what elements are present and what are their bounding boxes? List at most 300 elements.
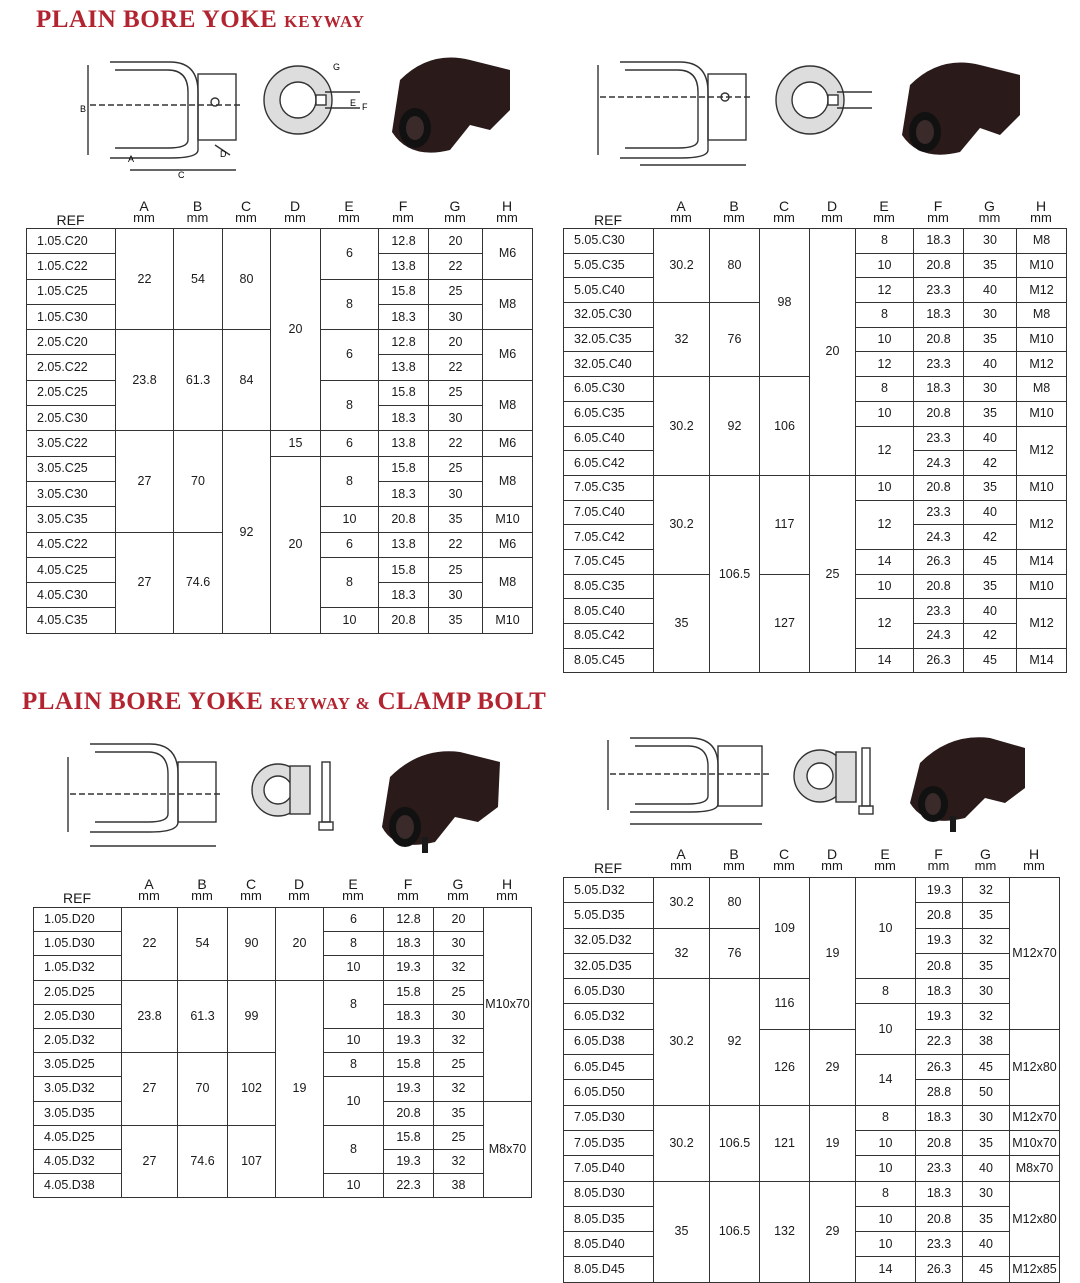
table-cell: 32 (434, 1149, 484, 1173)
table-cell: 10 (324, 1028, 384, 1052)
table-cell: M8 (1017, 303, 1067, 328)
ref-cell: 1.05.C30 (27, 304, 116, 329)
ref-cell: 6.05.D50 (564, 1080, 654, 1105)
table-cell: 13.8 (379, 254, 429, 279)
table-cell: 23.3 (916, 1232, 963, 1257)
table-cell: 10 (321, 507, 379, 532)
column-unit: mm (723, 858, 745, 873)
table-cell: 109 (760, 878, 810, 979)
table-cell: 8 (856, 1105, 916, 1130)
table-cell: 8 (321, 557, 379, 608)
table-cell: 54 (178, 908, 228, 981)
section2-title (22, 688, 546, 716)
ref-cell: 2.05.C25 (27, 380, 116, 405)
table-cell: 29 (810, 1029, 856, 1105)
table-cell: 30 (429, 481, 483, 506)
table-cell: 99 (228, 980, 276, 1053)
ref-cell: 6.05.D30 (564, 979, 654, 1004)
table-cell: 25 (429, 380, 483, 405)
ref-cell: 4.05.D38 (34, 1174, 122, 1198)
table-cell: M12 (1017, 352, 1067, 377)
table-cell: 14 (856, 1055, 916, 1106)
table-cell: M10x70 (1010, 1130, 1060, 1155)
table-cell: 18.3 (384, 932, 434, 956)
table-cell: 32 (963, 928, 1010, 953)
table-cell: M10 (1017, 574, 1067, 599)
table-cell: 40 (964, 426, 1017, 451)
table-cell: 15.8 (384, 980, 434, 1004)
table-cell: 102 (228, 1053, 276, 1126)
column-header-d (270, 200, 320, 224)
table-cell: 30 (964, 377, 1017, 402)
column-header-c (222, 200, 270, 224)
table-cell: 30 (964, 229, 1017, 254)
column-header-a (121, 878, 177, 902)
ref-cell: 4.05.D32 (34, 1149, 122, 1173)
column-letter: A (676, 846, 686, 862)
table-cell: 30.2 (654, 229, 710, 303)
column-header-b (709, 200, 759, 224)
table-cell: 18.3 (916, 1181, 963, 1206)
ref-cell: 7.05.D35 (564, 1130, 654, 1155)
column-header-f (383, 878, 433, 902)
column-letter: D (289, 198, 301, 214)
ref-cell: 1.05.D32 (34, 956, 122, 980)
table-cell: 19.3 (916, 928, 963, 953)
table-cell: 13.8 (379, 355, 429, 380)
table-cell: 92 (223, 431, 271, 633)
column-unit: mm (240, 888, 262, 903)
table-cell: 35 (963, 1206, 1010, 1231)
column-letter: F (934, 846, 943, 862)
ref-cell: 3.05.D32 (34, 1077, 122, 1101)
table-cell: 20.8 (914, 475, 964, 500)
table-cell: 30.2 (654, 1105, 710, 1181)
ref-cell: 1.05.D20 (34, 908, 122, 932)
table-cell: 30 (429, 583, 483, 608)
table-cell: 32 (963, 878, 1010, 903)
table-cell: 20 (810, 229, 856, 476)
column-unit: mm (773, 858, 795, 873)
table-cell: 20.8 (914, 327, 964, 352)
column-letter: D (293, 876, 305, 892)
table-cell: 35 (654, 574, 710, 673)
table-cell: 80 (223, 229, 271, 330)
yoke-clamp-drawing-2 (600, 718, 1060, 848)
table-cell: 35 (964, 401, 1017, 426)
table-cell: 121 (760, 1105, 810, 1181)
table-cell: 25 (429, 279, 483, 304)
ref-cell: 3.05.C22 (27, 431, 116, 456)
table-cell: 22 (122, 908, 178, 981)
table-cell: 10 (324, 1174, 384, 1198)
ref-cell: 5.05.D32 (564, 878, 654, 903)
table-cell: 126 (760, 1029, 810, 1105)
column-unit: mm (974, 858, 997, 873)
ref-cell: 7.05.C40 (564, 500, 654, 525)
column-letter: G (984, 198, 995, 214)
ref-cell: 6.05.D32 (564, 1004, 654, 1029)
column-unit: mm (496, 210, 518, 225)
table-cell: 106.5 (710, 1105, 760, 1181)
table-cell: 8 (324, 1125, 384, 1173)
table-cell: 61.3 (178, 980, 228, 1053)
table-cell: 8 (321, 380, 379, 431)
table-cell: 23.3 (914, 352, 964, 377)
column-unit: mm (338, 210, 360, 225)
table-cell: M12 (1017, 500, 1067, 549)
ref-cell: 5.05.C40 (564, 278, 654, 303)
column-unit: mm (392, 210, 414, 225)
column-header-c (759, 200, 809, 224)
label-f: F (362, 102, 368, 112)
table-row (27, 229, 533, 254)
table-cell: 6 (321, 532, 379, 557)
ref-cell: 32.05.C30 (564, 303, 654, 328)
table-cell: 19 (276, 980, 324, 1198)
table-cell: 20.8 (379, 608, 429, 633)
ref-cell: 2.05.D32 (34, 1028, 122, 1052)
ref-cell: 5.05.D35 (564, 903, 654, 928)
yoke-keyway-drawing-1 (70, 40, 540, 180)
table-cell: 127 (760, 574, 810, 673)
column-letter: E (879, 198, 889, 214)
column-letter: F (398, 198, 408, 214)
table-cell: 25 (434, 1053, 484, 1077)
column-unit: mm (444, 210, 466, 225)
table-cell: M12 (1017, 426, 1067, 475)
table-cell: 12.8 (379, 330, 429, 355)
table-cell: 25 (810, 475, 856, 673)
table-cell: 40 (964, 278, 1017, 303)
ref-cell: 8.05.C42 (564, 624, 654, 649)
ref-cell: 3.05.C25 (27, 456, 116, 481)
table-cell: 8 (324, 1053, 384, 1077)
table-cell: 10 (856, 475, 914, 500)
table-cell: 12.8 (379, 229, 429, 254)
column-unit: mm (927, 210, 949, 225)
table-cell: 27 (116, 431, 174, 532)
ref-cell: 6.05.D38 (564, 1029, 654, 1054)
column-letter: G (452, 876, 464, 892)
table-cell: M8x70 (1010, 1156, 1060, 1181)
table-cell: 8 (324, 932, 384, 956)
table-cell: 10 (324, 956, 384, 980)
label-d: D (220, 149, 227, 159)
table-cell: 18.3 (384, 1004, 434, 1028)
table-cell: 35 (429, 608, 483, 633)
table-cell: 26.3 (914, 648, 964, 673)
column-letter: H (1028, 846, 1040, 862)
table-row (564, 229, 1067, 254)
ref-cell: 6.05.C35 (564, 401, 654, 426)
column-header-c (227, 878, 275, 902)
label-a: A (128, 154, 135, 164)
column-header-a (653, 200, 709, 224)
table-cell: M8 (483, 456, 533, 507)
table-cell: M12 (1017, 599, 1067, 648)
column-letter: D (826, 846, 838, 862)
column-unit: mm (670, 858, 692, 873)
table-cell: 74.6 (178, 1125, 228, 1198)
label-g: G (333, 62, 341, 72)
table-cell: 45 (964, 648, 1017, 673)
table-cell: 12 (856, 278, 914, 303)
table-cell: 19.3 (916, 878, 963, 903)
table-cell: 8 (856, 979, 916, 1004)
column-unit: mm (288, 888, 310, 903)
column-letter: B (729, 198, 739, 214)
column-header-ref: REF (63, 890, 91, 906)
table-cell: 19.3 (384, 1077, 434, 1101)
table-cell: 27 (122, 1125, 178, 1198)
column-unit: mm (235, 210, 257, 225)
table-cell: M8 (483, 279, 533, 330)
table-cell: 20.8 (916, 953, 963, 978)
column-unit: mm (927, 858, 950, 873)
table-cell: 20.8 (916, 1206, 963, 1231)
column-header-b (177, 878, 227, 902)
table-row (564, 475, 1067, 500)
column-unit: mm (447, 888, 469, 903)
column-letter: G (449, 198, 461, 214)
ref-cell: 6.05.D45 (564, 1055, 654, 1080)
section2-title-main: PLAIN BORE YOKE (22, 688, 264, 715)
table-cell: 24.3 (914, 624, 964, 649)
table-cell: 70 (178, 1053, 228, 1126)
table-clamp-2 (563, 877, 1060, 1283)
column-unit: mm (670, 210, 692, 225)
table-cell: 18.3 (914, 377, 964, 402)
column-letter: F (403, 876, 413, 892)
table-cell: 14 (856, 549, 914, 574)
table-cell: 32 (434, 1028, 484, 1052)
table-cell: 20.8 (916, 1130, 963, 1155)
table-cell: 40 (963, 1232, 1010, 1257)
section1-title-main: PLAIN BORE YOKE (36, 6, 278, 33)
table-cell: 15.8 (379, 456, 429, 481)
table-cell: 8 (321, 456, 379, 507)
table-cell: 23.3 (914, 599, 964, 624)
table-cell: 35 (654, 1181, 710, 1282)
table-cell: 35 (963, 953, 1010, 978)
table-cell: M6 (483, 229, 533, 280)
table-cell: 15.8 (379, 279, 429, 304)
yoke-clamp-drawing-1 (50, 722, 530, 862)
ref-cell: 32.05.C35 (564, 327, 654, 352)
table-cell: 27 (122, 1053, 178, 1126)
table-cell: 18.3 (914, 303, 964, 328)
table-cell: 18.3 (916, 979, 963, 1004)
table-cell: 14 (856, 1257, 916, 1282)
table-cell: 10 (856, 401, 914, 426)
ref-cell: 2.05.D25 (34, 980, 122, 1004)
table-cell: 107 (228, 1125, 276, 1198)
table-cell: 23.8 (116, 330, 174, 431)
table-cell: 19 (810, 878, 856, 1030)
table-row (564, 1181, 1060, 1206)
column-letter: D (826, 198, 838, 214)
table-cell: M10 (1017, 253, 1067, 278)
table-cell: 27 (116, 532, 174, 633)
table-cell: 30 (963, 979, 1010, 1004)
section1-title (36, 6, 365, 34)
table-cell: 22.3 (384, 1174, 434, 1198)
ref-cell: 5.05.C35 (564, 253, 654, 278)
table-cell: 76 (710, 303, 760, 377)
table-cell: 45 (963, 1055, 1010, 1080)
table-cell: 10 (324, 1077, 384, 1125)
table-row (27, 431, 533, 456)
table-cell: 106 (760, 377, 810, 476)
ref-cell: 2.05.C22 (27, 355, 116, 380)
table-cell: M14 (1017, 549, 1067, 574)
column-letter: B (729, 846, 739, 862)
table-cell: 8 (856, 377, 914, 402)
label-c: C (178, 170, 185, 180)
table-cell: 8 (324, 980, 384, 1028)
column-header-h (1016, 200, 1066, 224)
ref-cell: 4.05.D25 (34, 1125, 122, 1149)
table-cell: 10 (856, 878, 916, 979)
table-cell: M8x70 (484, 1101, 532, 1198)
table-cell: M12x80 (1010, 1029, 1060, 1105)
table-cell: 106.5 (710, 1181, 760, 1282)
table-cell: 30 (963, 1181, 1010, 1206)
table-cell: M12 (1017, 278, 1067, 303)
ref-cell: 4.05.C25 (27, 557, 116, 582)
table-cell: M6 (483, 532, 533, 557)
column-unit: mm (496, 888, 518, 903)
column-header-h (1009, 848, 1059, 872)
table-cell: 25 (429, 557, 483, 582)
table-cell: 18.3 (914, 229, 964, 254)
table-cell: 20 (429, 229, 483, 254)
column-unit: mm (1030, 210, 1052, 225)
table-cell: 8 (856, 303, 914, 328)
table-cell: 15.8 (384, 1125, 434, 1149)
table-cell: 20 (271, 229, 321, 431)
ref-cell: 3.05.D25 (34, 1053, 122, 1077)
column-letter: F (933, 198, 943, 214)
ref-cell: 8.05.D30 (564, 1181, 654, 1206)
table-cell: 92 (710, 979, 760, 1105)
table-cell: 80 (710, 229, 760, 303)
ref-cell: 4.05.C22 (27, 532, 116, 557)
table-cell: 19.3 (384, 1149, 434, 1173)
table-cell: 42 (964, 451, 1017, 476)
ref-cell: 8.05.D40 (564, 1232, 654, 1257)
table-cell: 80 (710, 878, 760, 929)
ref-cell: 6.05.C30 (564, 377, 654, 402)
table-cell: 6 (324, 908, 384, 932)
table-cell: 45 (964, 549, 1017, 574)
table-cell: 54 (174, 229, 223, 330)
table-cell: 8 (856, 1181, 916, 1206)
table-cell: M12x70 (1010, 1105, 1060, 1130)
ref-cell: 32.05.D32 (564, 928, 654, 953)
column-header-a (115, 200, 173, 224)
table-cell: 22 (116, 229, 174, 330)
column-header-e (855, 848, 915, 872)
ref-cell: 7.05.C45 (564, 549, 654, 574)
table-cell: 20.8 (914, 574, 964, 599)
table-cell: 23.8 (122, 980, 178, 1053)
column-unit: mm (978, 210, 1001, 225)
column-letter: H (501, 198, 513, 214)
table-cell: M12x80 (1010, 1181, 1060, 1257)
column-header-g (963, 200, 1016, 224)
table-cell: 32 (434, 956, 484, 980)
column-unit: mm (342, 888, 364, 903)
table-cell: 50 (963, 1080, 1010, 1105)
table-clamp-1 (33, 907, 532, 1198)
table-cell: M14 (1017, 648, 1067, 673)
table-row (34, 980, 532, 1004)
ref-cell: 1.05.C20 (27, 229, 116, 254)
table-cell: 38 (963, 1029, 1010, 1054)
column-letter: E (348, 876, 358, 892)
column-header-h (483, 878, 531, 902)
table-cell: M8 (483, 557, 533, 608)
ref-cell: 7.05.C42 (564, 525, 654, 550)
ref-cell: 1.05.C25 (27, 279, 116, 304)
ref-cell: 7.05.D40 (564, 1156, 654, 1181)
table-cell: 20.8 (379, 507, 429, 532)
table-row (564, 1105, 1060, 1130)
ref-cell: 8.05.D45 (564, 1257, 654, 1282)
table-cell: M10 (483, 608, 533, 633)
table-cell: 10 (856, 1206, 916, 1231)
table-cell: 30 (963, 1105, 1010, 1130)
table-cell: 30.2 (654, 878, 710, 929)
table-cell: 26.3 (916, 1257, 963, 1282)
table-cell: 26.3 (914, 549, 964, 574)
ref-cell: 8.05.C40 (564, 599, 654, 624)
table-cell: 35 (963, 903, 1010, 928)
column-unit: mm (186, 210, 209, 225)
column-unit: mm (138, 888, 160, 903)
table-cell: 61.3 (174, 330, 223, 431)
ref-cell: 7.05.D30 (564, 1105, 654, 1130)
table-cell: 6 (321, 330, 379, 381)
table-cell: 18.3 (379, 583, 429, 608)
table-cell: 8 (856, 229, 914, 254)
column-header-g (962, 848, 1009, 872)
column-letter: A (139, 198, 149, 214)
column-unit: mm (874, 858, 896, 873)
table-row (564, 878, 1060, 903)
table-row (27, 456, 533, 481)
ref-cell: 1.05.C22 (27, 254, 116, 279)
table-cell: M10 (1017, 327, 1067, 352)
column-header-g (433, 878, 483, 902)
label-b: B (80, 104, 87, 114)
table-cell: 38 (434, 1174, 484, 1198)
ref-cell: 3.05.D35 (34, 1101, 122, 1125)
table-cell: 25 (434, 1125, 484, 1149)
table-cell: 19 (810, 1105, 856, 1181)
column-header-ref: REF (56, 212, 85, 228)
table-cell: 10 (856, 574, 914, 599)
table-cell: 10 (856, 327, 914, 352)
table-cell: 40 (964, 500, 1017, 525)
ref-cell: 7.05.C35 (564, 475, 654, 500)
column-letter: H (1035, 198, 1047, 214)
ref-cell: 5.05.C30 (564, 229, 654, 254)
ref-cell: 8.05.C45 (564, 648, 654, 673)
table-cell: 116 (760, 979, 810, 1030)
